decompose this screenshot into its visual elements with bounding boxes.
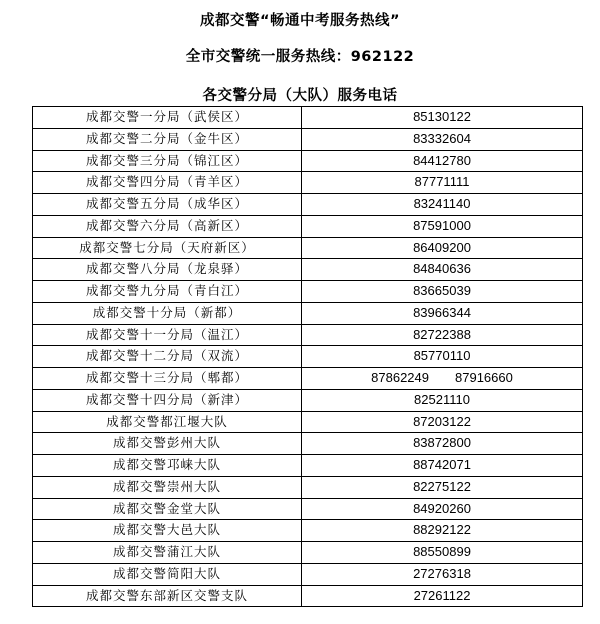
department-name: 成都交警都江堰大队 — [33, 411, 302, 433]
phone-cell — [302, 411, 583, 433]
department-name: 成都交警东部新区交警支队 — [33, 585, 302, 607]
phone-cell — [302, 433, 583, 455]
phone-number: 88550899 — [413, 544, 471, 559]
phone-number: 82275122 — [413, 478, 471, 494]
table-row — [33, 411, 583, 433]
table-row — [33, 368, 583, 390]
department-name: 成都交警一分局（武侯区） — [33, 107, 302, 129]
department-name: 成都交警崇州大队 — [33, 476, 302, 498]
department-name: 成都交警八分局（龙泉驿） — [33, 259, 302, 281]
phone-number: 83966344 — [413, 304, 471, 320]
department-name: 成都交警蒲江大队 — [33, 542, 302, 564]
phone-number: 82722388 — [413, 326, 471, 342]
table-row — [33, 433, 583, 455]
table-row — [33, 563, 583, 585]
phone-cell — [302, 585, 583, 607]
department-name: 成都交警六分局（高新区） — [33, 215, 302, 237]
phone-cell — [302, 346, 583, 368]
department-name: 成都交警简阳大队 — [33, 563, 302, 585]
department-name: 成都交警二分局（金牛区） — [33, 128, 302, 150]
phone-cell — [302, 107, 583, 129]
phone-number: 87916660 — [455, 370, 513, 385]
phone-cell — [302, 302, 583, 324]
phone-cell — [302, 368, 583, 390]
phone-cell — [302, 542, 583, 564]
department-name: 成都交警十四分局（新津） — [33, 389, 302, 411]
hotline-heading: 全市交警统一服务热线：962122 — [185, 49, 415, 65]
phone-number: 87862249 — [371, 370, 429, 385]
phone-number: 87203122 — [413, 413, 471, 429]
phone-cell — [302, 215, 583, 237]
department-name: 成都交警七分局（天府新区） — [33, 237, 302, 259]
department-name: 成都交警三分局（锦江区） — [33, 150, 302, 172]
table-row — [33, 324, 583, 346]
table-heading: 各交警分局（大队）服务电话 — [202, 88, 398, 104]
phone-number: 88742071 — [413, 457, 471, 472]
department-name: 成都交警大邑大队 — [33, 520, 302, 542]
phone-number: 84840636 — [413, 261, 471, 277]
phone-cell — [302, 128, 583, 150]
phone-cell — [302, 237, 583, 259]
department-name: 成都交警十二分局（双流） — [33, 346, 302, 368]
phone-number: 86409200 — [413, 239, 471, 255]
phone-number: 27276318 — [413, 565, 471, 581]
phone-cell — [302, 389, 583, 411]
table-row — [33, 476, 583, 498]
phone-number: 27261122 — [413, 587, 471, 603]
phone-number: 83332604 — [413, 130, 471, 146]
phone-number: 82521110 — [414, 391, 470, 407]
department-name: 成都交警十分局（新都） — [33, 302, 302, 324]
table-row — [33, 107, 583, 129]
phone-number: 85770110 — [413, 348, 471, 364]
phone-number: 83241140 — [413, 196, 471, 211]
phone-directory-table — [32, 106, 583, 607]
phone-cell — [302, 259, 583, 281]
department-name: 成都交警十一分局（温江） — [33, 324, 302, 346]
department-name: 成都交警邛崃大队 — [33, 455, 302, 477]
table-row — [33, 389, 583, 411]
table-row — [33, 172, 583, 194]
phone-cell — [302, 150, 583, 172]
phone-number: 87771111 — [414, 174, 470, 190]
table-row — [33, 215, 583, 237]
table-row — [33, 346, 583, 368]
page-title: 成都交警“畅通中考服务热线” — [199, 13, 401, 29]
phone-cell — [302, 324, 583, 346]
phone-number: 87591000 — [413, 217, 471, 233]
table-row — [33, 194, 583, 216]
department-name: 成都交警十三分局（郫都） — [33, 368, 302, 390]
phone-cell — [302, 476, 583, 498]
department-name: 成都交警金堂大队 — [33, 498, 302, 520]
table-row — [33, 281, 583, 303]
phone-number: 83665039 — [413, 283, 471, 298]
phone-cell — [302, 281, 583, 303]
table-body — [33, 107, 583, 607]
phone-cell — [302, 172, 583, 194]
table-row — [33, 128, 583, 150]
phone-cell — [302, 563, 583, 585]
phone-cell — [302, 194, 583, 216]
phone-cell — [302, 520, 583, 542]
department-name: 成都交警五分局（成华区） — [33, 194, 302, 216]
department-name: 成都交警四分局（青羊区） — [33, 172, 302, 194]
table-row — [33, 585, 583, 607]
table-row — [33, 498, 583, 520]
phone-number: 84920260 — [413, 500, 471, 516]
table-row — [33, 302, 583, 324]
table-row — [33, 259, 583, 281]
phone-number: 84412780 — [413, 152, 471, 168]
department-name: 成都交警九分局（青白江） — [33, 281, 302, 303]
phone-number: 85130122 — [413, 109, 471, 124]
phone-number: 83872800 — [413, 435, 471, 451]
department-name: 成都交警彭州大队 — [33, 433, 302, 455]
table-row — [33, 542, 583, 564]
table-row — [33, 520, 583, 542]
table-row — [33, 455, 583, 477]
table-row — [33, 237, 583, 259]
table-row — [33, 150, 583, 172]
phone-cell — [302, 455, 583, 477]
phone-number: 88292122 — [413, 522, 471, 538]
phone-cell — [302, 498, 583, 520]
